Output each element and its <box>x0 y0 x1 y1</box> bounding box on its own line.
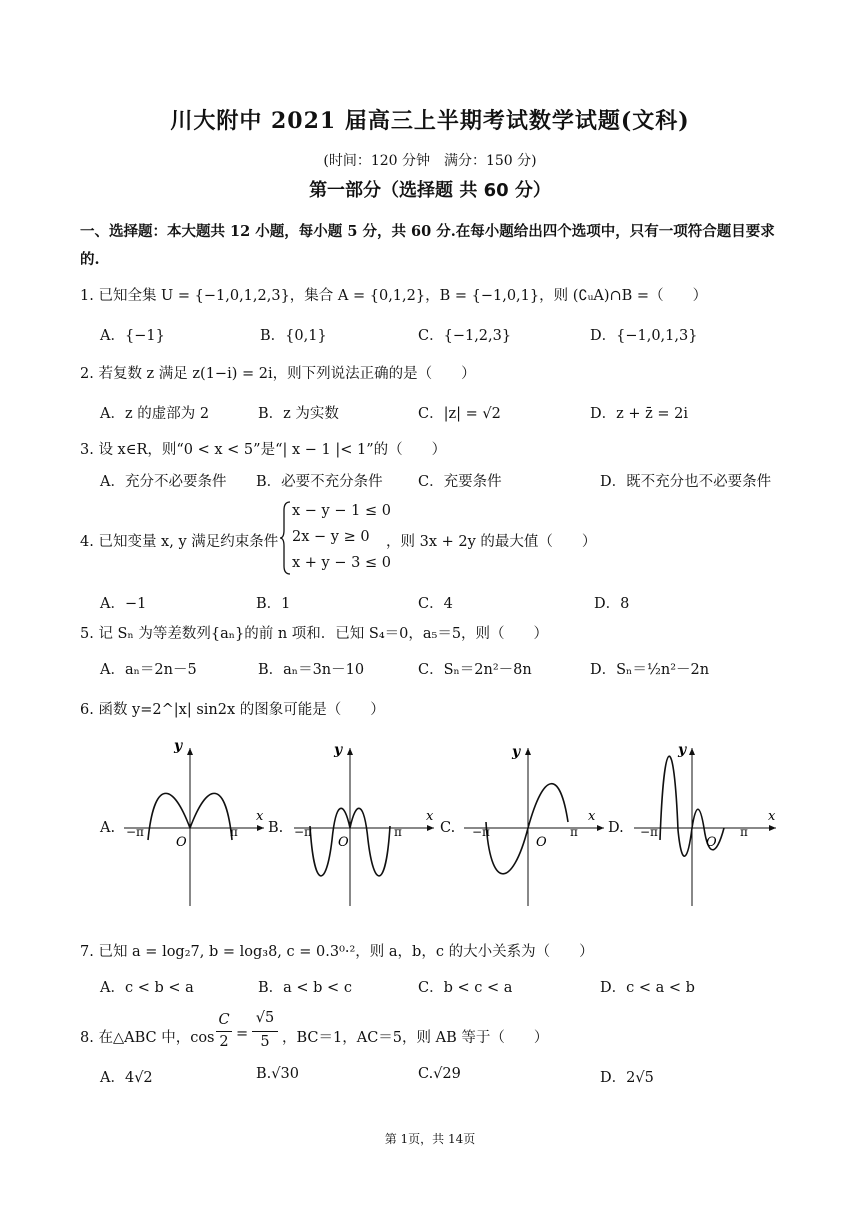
q2-option-b: B．z 为实数 <box>258 406 339 422</box>
q3-option-a: A．充分不必要条件 <box>100 474 227 490</box>
graph-d-y-label: y <box>678 742 687 758</box>
system-brace <box>280 500 292 576</box>
q5-option-b: B．aₙ＝3n－10 <box>258 662 365 678</box>
q2-option-a: A．z 的虚部为 2 <box>100 406 210 422</box>
graph-d <box>630 740 780 910</box>
q8-equals: = <box>236 1026 249 1042</box>
graph-c-origin: O <box>536 835 547 850</box>
q5-option-a: A．aₙ＝2n－5 <box>100 662 197 678</box>
part-title: 第一部分（选择题 共 60 分） <box>309 180 551 201</box>
graph-a <box>120 740 270 910</box>
graph-c-neg-pi: −π <box>472 825 490 839</box>
q8-option-d: D．2√5 <box>600 1070 654 1086</box>
q7-option-b: B．a < b < c <box>258 980 352 996</box>
graph-a-pi: π <box>230 825 238 839</box>
q1-option-d: D．{−1,0,1,3} <box>590 328 698 344</box>
question-7-stem: 7. 已知 a = log₂7, b = log₃8, c = 0.3⁰·²，则 a，b，c 的大小关系为（ ） <box>80 944 594 960</box>
graph-d-neg-pi: −π <box>640 825 658 839</box>
question-4-stem-prefix: 4. 已知变量 x, y 满足约束条件 <box>80 534 279 550</box>
exam-info: (时间：120 分钟 满分：150 分) <box>323 153 537 169</box>
q7-option-c: C．b < c < a <box>418 980 513 996</box>
graph-c <box>460 740 610 910</box>
q4-option-c: C．4 <box>418 596 453 612</box>
question-6-stem: 6. 函数 y=2^|x| sin2x 的图象可能是（ ） <box>80 702 385 718</box>
q8-frac1-num: C <box>218 1012 230 1028</box>
question-8-stem-prefix: 8. 在△ABC 中，cos <box>80 1030 215 1046</box>
question-2-stem: 2. 若复数 z 满足 z(1−i) = 2i，则下列说法正确的是（ ） <box>80 366 476 382</box>
q7-option-a: A．c < b < a <box>100 980 194 996</box>
q8-frac2-den: 5 <box>260 1034 270 1050</box>
q3-option-d: D．既不充分也不必要条件 <box>600 474 772 490</box>
q6-option-b: B. <box>268 820 284 836</box>
q2-option-c: C．|z| = √2 <box>418 406 501 422</box>
q8-option-a: A．4√2 <box>100 1070 153 1086</box>
graph-a-neg-pi: −π <box>126 825 144 839</box>
q3-option-b: B．必要不充分条件 <box>256 474 383 490</box>
graph-d-pi: π <box>740 825 748 839</box>
q8-frac2-bar <box>252 1031 278 1032</box>
graph-c-y-label: y <box>512 744 521 760</box>
q4-option-b: B．1 <box>256 596 291 612</box>
constraint-3: x + y − 3 ≤ 0 <box>292 555 391 571</box>
q8-frac1-bar <box>216 1031 232 1032</box>
q1-option-b: B．{0,1} <box>260 328 327 344</box>
graph-b-origin: O <box>338 835 349 850</box>
q8-option-b: B.√30 <box>256 1066 299 1082</box>
graph-b <box>290 740 440 910</box>
graph-b-neg-pi: −π <box>294 825 312 839</box>
page-title: 川大附中 2021 届高三上半期考试数学试题(文科) <box>170 108 690 134</box>
q1-option-c: C．{−1,2,3} <box>418 328 512 344</box>
q1-option-a: A．{−1} <box>100 328 165 344</box>
q8-option-c: C.√29 <box>418 1066 461 1082</box>
graph-a-origin: O <box>176 835 187 850</box>
page-footer: 第 1页，共 14页 <box>384 1132 476 1146</box>
graph-c-x-label: x <box>588 809 596 824</box>
q6-option-c: C. <box>440 820 456 836</box>
q6-option-a: A. <box>100 820 116 836</box>
question-8-stem-suffix: ，BC＝1，AC＝5，则 AB 等于（ ） <box>282 1030 549 1046</box>
question-3-stem: 3. 设 x∈R，则“0 < x < 5”是“| x − 1 |< 1”的（ ） <box>80 442 447 458</box>
graph-b-pi: π <box>394 825 402 839</box>
graph-d-x-label: x <box>768 809 776 824</box>
constraint-1: x − y − 1 ≤ 0 <box>292 503 391 519</box>
q3-option-c: C．充要条件 <box>418 474 502 490</box>
graph-d-origin: O <box>706 835 717 850</box>
graph-c-pi: π <box>570 825 578 839</box>
q8-frac2-num: √5 <box>255 1010 275 1026</box>
q5-option-d: D．Sₙ＝½n²－2n <box>590 662 710 678</box>
graph-b-x-label: x <box>426 809 434 824</box>
q4-option-d: D．8 <box>594 596 630 612</box>
question-5-stem: 5. 记 Sₙ 为等差数列{aₙ}的前 n 项和．已知 S₄＝0，a₅＝5，则（ ） <box>80 626 549 642</box>
graph-a-x-label: x <box>256 809 264 824</box>
q6-option-d: D. <box>608 820 624 836</box>
question-1-stem: 1. 已知全集 U = {−1,0,1,2,3}，集合 A = {0,1,2}，B = {−1,0,1}，则 (∁ᵤA)∩B =（ ） <box>80 288 708 304</box>
q5-option-c: C．Sₙ＝2n²－8n <box>418 662 532 678</box>
q4-option-a: A．−1 <box>100 596 147 612</box>
section-intro: 一、选择题：本大题共 12 小题，每小题 5 分，共 60 分.在每小题给出四个选项中，只有一项符合题目要求的. <box>80 223 775 268</box>
graph-a-y-label: y <box>174 738 183 754</box>
q8-frac1-den: 2 <box>219 1034 229 1050</box>
graph-b-y-label: y <box>334 742 343 758</box>
question-4-stem-suffix: ，则 3x + 2y 的最大值（ ） <box>386 534 597 550</box>
q2-option-d: D．z + z̄ = 2i <box>590 406 689 422</box>
constraint-2: 2x − y ≥ 0 <box>292 529 370 545</box>
q7-option-d: D．c < a < b <box>600 980 695 996</box>
